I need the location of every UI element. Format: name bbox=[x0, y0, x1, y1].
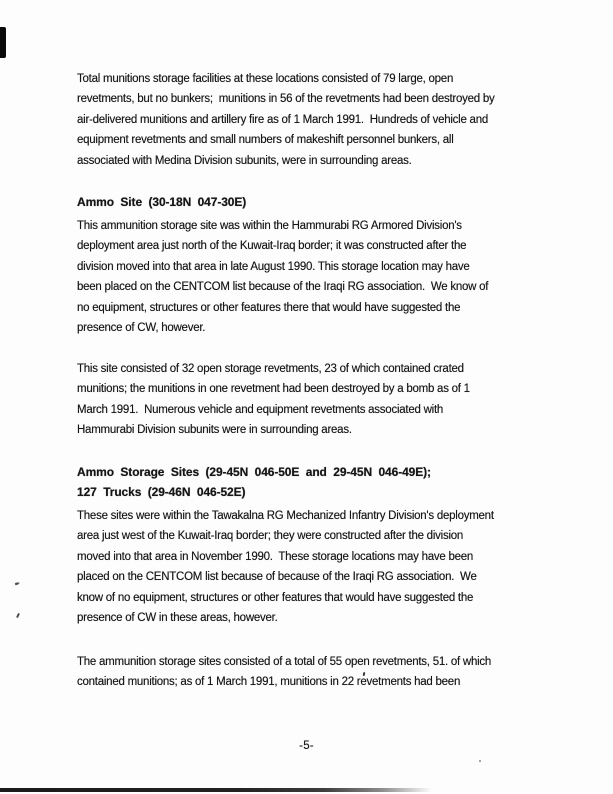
heading-text: Ammo Storage Sites (29-45N 046-50E and 29-45N 046-49E); bbox=[77, 465, 431, 479]
text-line: know of no equipment, structures or other features that would have suggested the bbox=[77, 591, 474, 604]
text-line: munitions; the munitions in one revetment had been destroyed by a bomb as of 1 bbox=[77, 383, 470, 396]
heading-text: Ammo Site (30-18N 047-30E) bbox=[77, 195, 247, 209]
text-line: placed on the CENTCOM list because of because of the Iraqi RG association. We bbox=[77, 571, 477, 584]
text-line: presence of CW, however. bbox=[77, 322, 206, 335]
text-line: deployment area just north of the Kuwait-Iraq border; it was constructed after the bbox=[77, 240, 467, 253]
text-line: contained munitions; as of 1 March 1991, munitions in 22 revetments had been bbox=[77, 676, 461, 689]
paragraph-hammurabi-site bbox=[77, 216, 488, 338]
text-line: These sites were within the Tawakalna RG Mechanized Infantry Division's deployment bbox=[77, 510, 494, 522]
text-line: revetments, but no bunkers; munitions in 56 of the revetments had been destroyed by bbox=[77, 93, 495, 106]
paragraph-site-revetments bbox=[77, 359, 470, 441]
text-line: Total munitions storage facilities at these locations consisted of 79 large, open bbox=[77, 73, 454, 85]
text-line: presence of CW in these areas, however. bbox=[77, 612, 278, 625]
text-line: no equipment, structures or other features there that would have suggested the bbox=[77, 301, 461, 314]
text-line: division moved into that area in late August 1990. This storage location may have bbox=[77, 260, 470, 273]
section-heading-ammo-storage-sites bbox=[77, 462, 431, 503]
paragraph-ammunition-totals bbox=[77, 652, 491, 693]
scan-speck-bottom-right bbox=[479, 760, 481, 762]
paragraph-tawakalna-sites bbox=[77, 506, 494, 628]
heading-text: 127 Trucks (29-46N 046-52E) bbox=[77, 485, 246, 500]
scan-mark-bottom-edge bbox=[0, 788, 432, 792]
text-line: This ammunition storage site was within the Hammurabi RG Armored Division's bbox=[77, 220, 462, 232]
scan-speck-left-margin-1 bbox=[15, 581, 21, 585]
text-line: Hammurabi Division subunits were in surrounding areas. bbox=[77, 424, 352, 437]
text-line: March 1991. Numerous vehicle and equipment revetments associated with bbox=[77, 403, 444, 416]
paragraph-total-munitions bbox=[77, 69, 495, 171]
text-line: This site consisted of 32 open storage revetments, 23 of which contained crated bbox=[77, 363, 464, 375]
text-line: equipment revetments and small numbers of makeshift personnel bunkers, all bbox=[77, 134, 454, 147]
page-number: -5- bbox=[299, 740, 314, 752]
text-line: The ammunition storage sites consisted of a total of 55 open revetments, 51. of which bbox=[77, 656, 492, 668]
text-line: been placed on the CENTCOM list because of the Iraqi RG association. We know of bbox=[77, 281, 489, 294]
section-heading-ammo-site bbox=[77, 192, 246, 212]
text-line: moved into that area in November 1990. These storage locations may have been bbox=[77, 550, 474, 563]
scan-mark-top-left bbox=[0, 27, 6, 58]
text-line: area just west of the Kuwait-Iraq border; they were constructed after the division bbox=[77, 530, 464, 543]
text-line: associated with Medina Division subunits, were in surrounding areas. bbox=[77, 154, 412, 167]
scan-speck-left-margin-2 bbox=[16, 613, 20, 618]
text-line: air-delivered munitions and artillery fire as of 1 March 1991. Hundreds of vehicle and bbox=[77, 113, 488, 126]
